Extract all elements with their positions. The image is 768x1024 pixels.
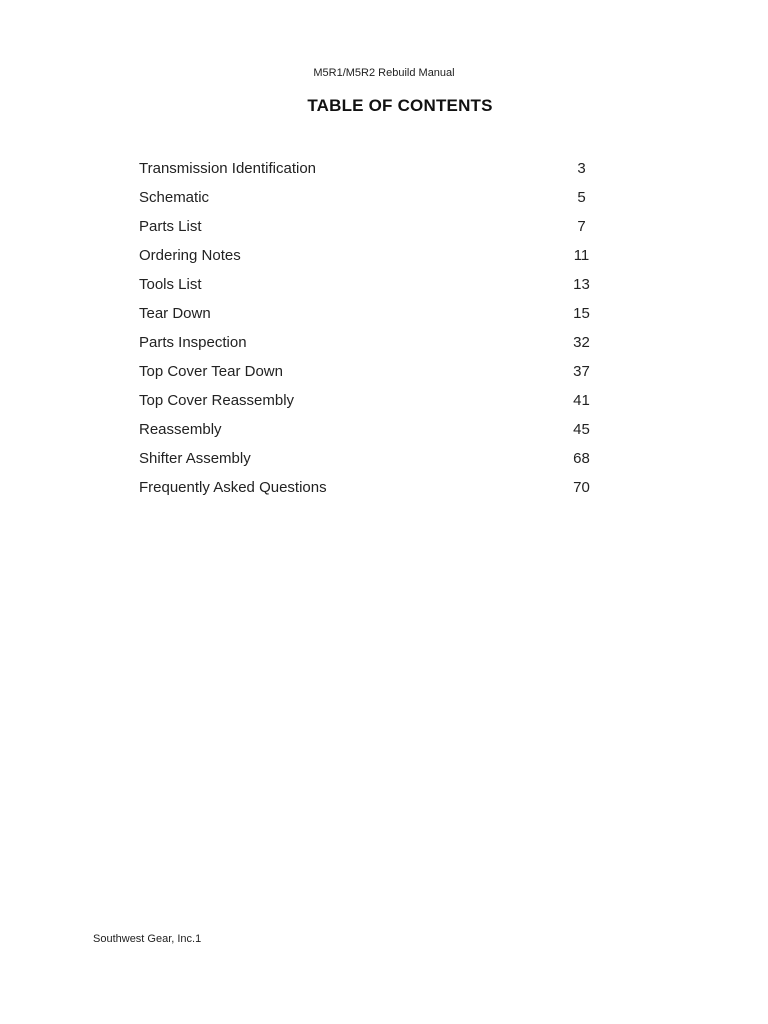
toc-entry-title: Transmission Identification bbox=[139, 160, 317, 177]
toc-entry-page: 3 bbox=[577, 160, 586, 177]
toc-entry-tear-down bbox=[139, 303, 599, 332]
table-of-contents bbox=[139, 158, 599, 506]
toc-entry-title: Top Cover Reassembly bbox=[139, 392, 295, 409]
toc-entry-page: 37 bbox=[573, 363, 590, 380]
toc-entry-reassembly bbox=[139, 419, 599, 448]
toc-entry-title: Parts Inspection bbox=[139, 334, 247, 351]
toc-entry-page: 32 bbox=[573, 334, 590, 351]
toc-entry-ordering-notes bbox=[139, 245, 599, 274]
toc-entry-page: 5 bbox=[577, 189, 586, 206]
running-header: M5R1/M5R2 Rebuild Manual bbox=[313, 67, 455, 79]
toc-entry-page: 45 bbox=[573, 421, 590, 438]
toc-entry-parts-inspection bbox=[139, 332, 599, 361]
toc-entry-title: Ordering Notes bbox=[139, 247, 241, 264]
toc-entry-page: 41 bbox=[573, 392, 590, 409]
toc-entry-tools-list bbox=[139, 274, 599, 303]
toc-entry-title: Tear Down bbox=[139, 305, 211, 322]
toc-entry-schematic bbox=[139, 187, 599, 216]
toc-entry-page: 70 bbox=[573, 479, 590, 496]
toc-entry-title: Top Cover Tear Down bbox=[139, 363, 283, 380]
toc-entry-top-cover-tear-down bbox=[139, 361, 599, 390]
toc-entry-title: Schematic bbox=[139, 189, 210, 206]
toc-entry-shifter-assembly bbox=[139, 448, 599, 477]
toc-entry-transmission-identification bbox=[139, 158, 599, 187]
toc-entry-title: Parts List bbox=[139, 218, 202, 235]
page-title: TABLE OF CONTENTS bbox=[307, 96, 493, 115]
toc-entry-title: Reassembly bbox=[139, 421, 222, 438]
toc-entry-parts-list bbox=[139, 216, 599, 245]
toc-entry-page: 11 bbox=[573, 247, 590, 264]
page-footer: Southwest Gear, Inc.1 bbox=[93, 933, 202, 945]
toc-entry-top-cover-reassembly bbox=[139, 390, 599, 419]
toc-entry-page: 68 bbox=[573, 450, 590, 467]
toc-entry-page: 15 bbox=[573, 305, 590, 322]
toc-entry-title: Shifter Assembly bbox=[139, 450, 251, 467]
toc-entry-title: Frequently Asked Questions bbox=[139, 479, 327, 496]
toc-entry-page: 7 bbox=[577, 218, 586, 235]
toc-entry-frequently-asked-questions bbox=[139, 477, 599, 506]
toc-entry-title: Tools List bbox=[139, 276, 202, 293]
toc-entry-page: 13 bbox=[573, 276, 590, 293]
